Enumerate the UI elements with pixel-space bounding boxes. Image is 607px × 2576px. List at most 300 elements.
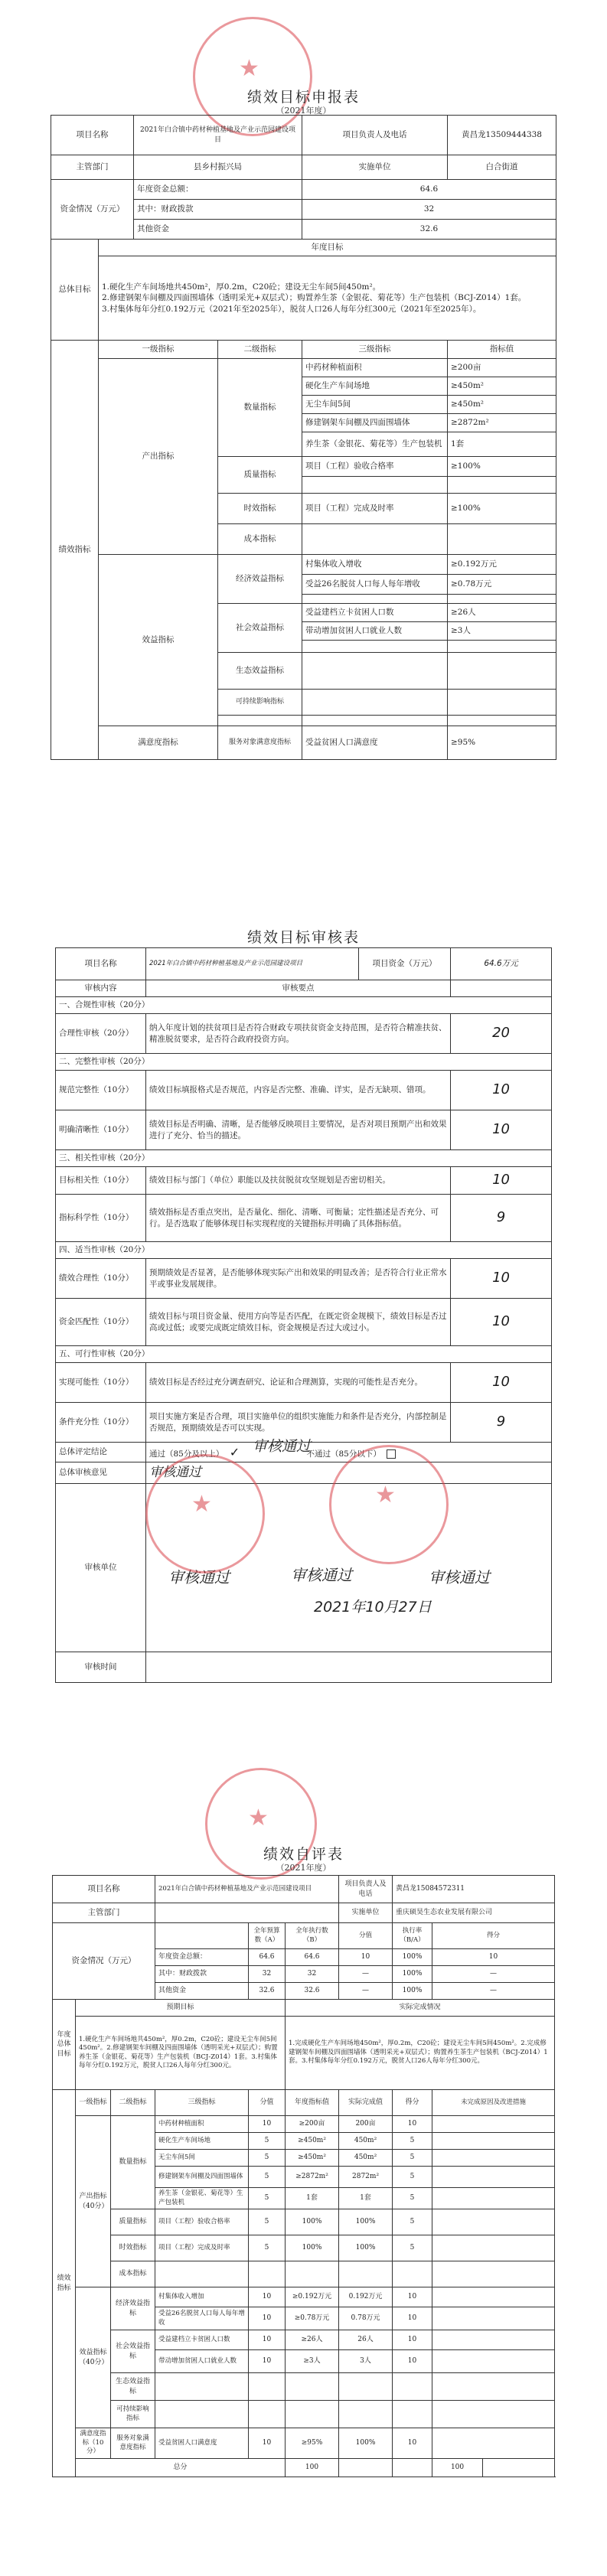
review-point: 绩效目标填报格式是否规范，内容是否完整、准确、详实，是否无缺项、错项。	[146, 1071, 451, 1110]
l2-service: 服务对象满意度指标	[111, 2428, 155, 2459]
total-got: 100	[432, 2459, 483, 2477]
col-score	[451, 980, 552, 997]
total-reason	[483, 2459, 555, 2477]
col-l3: 三级指标	[302, 341, 448, 359]
total-actual	[393, 2459, 432, 2477]
row-score: 5	[249, 2209, 286, 2235]
row-actual: 100%	[339, 2235, 393, 2261]
row-got: 10	[393, 2330, 432, 2350]
label-dept: 主管部门	[53, 1903, 155, 1923]
l3-value	[448, 641, 556, 653]
fund-rate: 100%	[393, 1983, 432, 2000]
section-header: 五、可行性审核（20分）	[56, 1346, 552, 1363]
label-goal-expected: 预期目标	[76, 2000, 286, 2017]
row-target: 1套	[286, 2188, 339, 2209]
row-reason	[432, 2209, 555, 2235]
fund-value: 32.6	[302, 220, 556, 240]
l3-value	[448, 595, 556, 604]
l3-item: 项目（工程）完成及时率	[155, 2235, 249, 2261]
row-actual: 100%	[339, 2209, 393, 2235]
l3-value: ≥0.192万元	[448, 555, 556, 575]
row-score: 5	[249, 2188, 286, 2209]
l2-timeliness: 时效指标	[218, 494, 302, 524]
l3-value: ≥2872m²	[448, 414, 556, 432]
fund-value: 64.6万元	[451, 948, 552, 980]
review-score: 20	[451, 1014, 552, 1054]
row-target: ≥0.192万元	[286, 2287, 339, 2307]
row-actual: 3人	[339, 2350, 393, 2373]
col-actual: 实际完成值	[339, 2090, 393, 2116]
l3-value	[448, 716, 556, 726]
l3-item: 带动增加贫困人口就业人数	[302, 622, 448, 641]
l2-social: 社会效益指标	[218, 604, 302, 653]
l2-ecological: 生态效益指标	[218, 653, 302, 690]
fund-rate: 100%	[393, 1966, 432, 1983]
goal-line: 2.修建钢架车间棚及四面围墙体（透明采光+双层式）；购置养生茶（金银花、菊花等）生产包装机（BCJ-Z014）1套。	[102, 293, 527, 303]
page-title: 绩效目标审核表	[246, 929, 360, 946]
row-got	[393, 2401, 432, 2428]
label-goal-actual: 实际完成情况	[286, 2000, 555, 2017]
row-actual: 0.78万元	[339, 2307, 393, 2330]
review-score: 10	[451, 1110, 552, 1150]
l2-service: 服务对象满意度指标	[218, 726, 302, 760]
col-got: 得分	[432, 1923, 555, 1949]
review-point: 绩效目标是否明确、清晰，是否能够反映项目主要情况，是否对项目预期产出和效果进行了充分、恰当的描述。	[146, 1110, 451, 1150]
l3-item	[302, 653, 448, 690]
l3-value	[448, 653, 556, 690]
l3-value	[448, 690, 556, 716]
label-unit: 实施单位	[302, 155, 448, 180]
l2-ecological: 生态效益指标	[111, 2373, 155, 2401]
label-output: 产出指标（40分）	[76, 2116, 111, 2287]
fund-a: 32.6	[249, 1983, 286, 2000]
l3-item: 养生茶（金银花、菊花等）生产包装机	[155, 2188, 249, 2209]
fund-label: 年度资金总额：	[155, 1949, 249, 1966]
row-reason	[432, 2235, 555, 2261]
row-got: 5	[393, 2150, 432, 2167]
l3-item: 带动增加贫困人口就业人数	[155, 2350, 249, 2373]
col-l2: 二级指标	[218, 341, 302, 359]
section-header: 二、完整性审核（20分）	[56, 1054, 552, 1071]
l3-item	[155, 2401, 249, 2428]
l3-value: ≥95%	[448, 726, 556, 760]
project-name: 2021年白合镇中药材种植基地及产业示范园建设项目	[155, 1876, 339, 1903]
section-header: 一、合规性审核（20分）	[56, 997, 552, 1014]
total-score: 100	[286, 2459, 339, 2477]
l2-timeliness: 时效指标	[111, 2235, 155, 2261]
col-l3: 三级指标	[155, 2090, 249, 2116]
row-score: 10	[249, 2330, 286, 2350]
row-got: 5	[393, 2188, 432, 2209]
l3-item	[302, 716, 448, 726]
review-point: 绩效指标是否重点突出，是否量化、细化、清晰、可衡量；定性描述是否充分、可行。是否选取了能够体现目标实现程度的关键指标并明确了具体指标值。	[146, 1195, 451, 1242]
review-time	[146, 1652, 552, 1683]
row-score: 5	[249, 2167, 286, 2188]
col-executed: 全年执行数（B）	[286, 1923, 339, 1949]
l3-value: ≥200亩	[448, 359, 556, 377]
row-target: ≥200亩	[286, 2116, 339, 2133]
opinion: 审核通过	[146, 1462, 552, 1484]
row-target: ≥95%	[286, 2428, 339, 2459]
label-project-name: 项目名称	[51, 116, 134, 155]
row-reason	[432, 2116, 555, 2133]
col-budget: 全年预算数（A）	[249, 1923, 286, 1949]
l2-social: 社会效益指标	[111, 2330, 155, 2373]
label-output: 产出指标	[99, 359, 218, 555]
row-actual	[339, 2401, 393, 2428]
label-fund: 项目资金（万元）	[359, 948, 451, 980]
signature-left: 审核通过	[168, 1568, 230, 1586]
review-score: 9	[451, 1195, 552, 1242]
review-item: 规范完整性（10分）	[56, 1071, 146, 1110]
page-title: 绩效自评表	[263, 1846, 344, 1863]
l2-empty	[218, 716, 302, 726]
fund-value: 32	[302, 200, 556, 220]
review-item: 合理性审核（20分）	[56, 1014, 146, 1054]
l3-item: 项目（工程）完成及时率	[302, 494, 448, 524]
checkbox-icon	[387, 1449, 396, 1459]
l3-value: ≥26人	[448, 604, 556, 622]
row-got	[393, 2373, 432, 2401]
review-point: 预期绩效是否显著，是否能够体现实际产出和效果的明显改善；是否符合行业正常水平或事业发展规律。	[146, 1259, 451, 1299]
total-target	[339, 2459, 393, 2477]
row-got: 10	[393, 2350, 432, 2373]
declaration-table	[51, 115, 556, 760]
row-got: 10	[393, 2287, 432, 2307]
fund-score: —	[339, 1983, 393, 2000]
label-satisfaction: 满意度指标（10分）	[76, 2428, 111, 2459]
project-name: 2021年白合镇中药材种植基地及产业示范园建设项目	[134, 116, 302, 155]
col-content: 审核内容	[56, 980, 146, 997]
review-point: 纳入年度计划的扶贫项目是否符合财政专项扶贫资金支持范围，是否符合精准扶贫、精准脱贫要求，是否符合政府投资方向。	[146, 1014, 451, 1054]
l3-item: 受益贫困人口满意度	[155, 2428, 249, 2459]
review-item: 绩效合理性（10分）	[56, 1259, 146, 1299]
row-actual: 1套	[339, 2188, 393, 2209]
fund-rate: 100%	[393, 1949, 432, 1966]
review-item: 目标相关性（10分）	[56, 1167, 146, 1195]
fund-label: 其他资金	[155, 1983, 249, 2000]
label-funds: 资金情况（万元）	[51, 180, 134, 240]
col-reason: 未完成原因及改进措施	[432, 2090, 555, 2116]
pass-option: 通过（85分及以上）	[149, 1449, 224, 1459]
fund-label: 其中：财政拨款	[134, 200, 302, 220]
row-reason	[432, 2167, 555, 2188]
l3-item: 项目（工程）验收合格率	[302, 457, 448, 477]
row-score: 10	[249, 2428, 286, 2459]
review-item: 实现可能性（10分）	[56, 1363, 146, 1403]
row-reason	[432, 2307, 555, 2330]
label-overall: 总体目标	[51, 240, 99, 341]
page-review	[0, 903, 607, 1684]
label-opinion: 总体审核意见	[56, 1462, 146, 1484]
fund-label: 年度资金总额：	[134, 180, 302, 200]
label-effect: 效益指标	[99, 555, 218, 726]
unit: 重庆硕昊生态农业发展有限公司	[393, 1903, 555, 1923]
l2-economic: 经济效益指标	[111, 2287, 155, 2330]
check-mark-icon: ✓	[229, 1444, 240, 1459]
row-actual: 200亩	[339, 2116, 393, 2133]
row-score	[249, 2261, 286, 2287]
project-name: 2021年白合镇中药材种植基地及产业示范园建设项目	[146, 948, 359, 980]
row-actual	[339, 2261, 393, 2287]
row-got: 5	[393, 2235, 432, 2261]
fund-score: 10	[339, 1949, 393, 1966]
leader-phone: 黄昌龙13509444338	[448, 116, 556, 155]
row-got	[393, 2261, 432, 2287]
row-target: 100%	[286, 2235, 339, 2261]
page-title: 绩效目标申报表	[246, 89, 360, 106]
seal-star-icon: ★	[191, 1491, 212, 1518]
l3-item: 受益建档立卡贫困人口数	[155, 2330, 249, 2350]
fund-label: 其他资金	[134, 220, 302, 240]
col-score: 分值	[249, 2090, 286, 2116]
fund-a: 64.6	[249, 1949, 286, 1966]
review-score: 10	[451, 1167, 552, 1195]
row-target: ≥450m²	[286, 2133, 339, 2150]
opinion-signature: 审核通过	[253, 1438, 312, 1455]
year-label: （2021年度）	[276, 106, 331, 116]
label-overall: 总体评定结论	[56, 1443, 146, 1462]
row-target: ≥450m²	[286, 2150, 339, 2167]
row-score: 10	[249, 2307, 286, 2330]
section-header: 三、相关性审核（20分）	[56, 1150, 552, 1167]
row-target: ≥0.78万元	[286, 2307, 339, 2330]
row-score: 5	[249, 2235, 286, 2261]
dept	[155, 1903, 339, 1923]
col-value: 指标值	[448, 341, 556, 359]
label-satisfaction: 满意度指标	[99, 726, 218, 760]
review-item: 条件充分性（10分）	[56, 1403, 146, 1443]
label-project-name: 项目名称	[56, 948, 146, 980]
review-score: 9	[451, 1403, 552, 1443]
review-point: 绩效目标与部门（单位）职能以及扶贫脱贫攻坚规划是否密切相关。	[146, 1167, 451, 1195]
label-funds: 资金情况（万元）	[53, 1923, 155, 2000]
row-reason	[432, 2188, 555, 2209]
goal-line: 3.村集体每年分红0.192万元（2021年至2025年），脱贫人口26人每年分红300元（2021年至2025年）。	[102, 304, 481, 314]
seal-star-icon: ★	[239, 55, 259, 82]
label-review-unit: 审核单位	[56, 1484, 146, 1652]
goal-expected: 1.硬化生产车间场地共450m²，厚0.2m，C20砼；建设无尘车间5间450m²。2.修建钢架车间棚及四面围墙体（透明采光+双层式）；购置养生茶（金银花、菊花等）生产包装机（BCJ-Z014）1套。3.村集体每年分红0.192万元，脱贫人口26人每年分红300元。	[76, 2017, 286, 2090]
l3-item	[155, 2261, 249, 2287]
row-reason	[432, 2401, 555, 2428]
l3-item: 项目（工程）验收合格率	[155, 2209, 249, 2235]
row-reason	[432, 2150, 555, 2167]
l3-item: 中药材种植面积	[302, 359, 448, 377]
row-score: 10	[249, 2287, 286, 2307]
self-eval-table	[52, 1875, 555, 2477]
l2-quantity: 数量指标	[111, 2116, 155, 2209]
label-annual-goal: 年度目标	[99, 240, 556, 256]
row-reason	[432, 2330, 555, 2350]
l3-item	[302, 524, 448, 555]
seal-star-icon: ★	[375, 1482, 396, 1508]
l3-value: 1套	[448, 432, 556, 457]
l2-quality: 质量指标	[218, 457, 302, 494]
row-target	[286, 2373, 339, 2401]
overall-result	[146, 1443, 552, 1462]
l2-cost: 成本指标	[218, 524, 302, 555]
review-item: 指标科学性（10分）	[56, 1195, 146, 1242]
signature-right: 审核通过	[429, 1568, 490, 1586]
dept: 县乡村振兴局	[134, 155, 302, 180]
signature-mid: 审核通过	[291, 1566, 352, 1584]
row-target: ≥2872m²	[286, 2167, 339, 2188]
fund-score: —	[339, 1966, 393, 1983]
l3-value: ≥450m²	[448, 396, 556, 414]
row-actual: 2872m²	[339, 2167, 393, 2188]
l3-item	[302, 477, 448, 494]
col-target: 年度指标值	[286, 2090, 339, 2116]
review-point: 项目实施方案是否合理，项目实施单位的组织实施能力和条件是否充分，内部控制是否规范，预期绩效是否可以实现。	[146, 1403, 451, 1443]
l3-item: 中药材种植面积	[155, 2116, 249, 2133]
row-actual: 26人	[339, 2330, 393, 2350]
fund-got: —	[432, 1983, 555, 2000]
row-target	[286, 2261, 339, 2287]
fund-b: 32.6	[286, 1983, 339, 2000]
row-reason	[432, 2428, 555, 2459]
fund-got: —	[432, 1966, 555, 1983]
review-item: 资金匹配性（10分）	[56, 1299, 146, 1346]
fail-option: 不通过（85分以下）	[306, 1449, 381, 1459]
row-score: 10	[249, 2116, 286, 2133]
l3-item: 受益贫困人口满意度	[302, 726, 448, 760]
label-goal: 年度总体目标	[53, 2000, 76, 2090]
label-effect: 效益指标（40分）	[76, 2287, 111, 2428]
year-label: （2021年度）	[276, 1863, 331, 1873]
review-score: 10	[451, 1259, 552, 1299]
review-date: 2021年10月27日	[314, 1599, 432, 1616]
section-header: 四、适当性审核（20分）	[56, 1242, 552, 1259]
l3-item: 无尘车间5间	[302, 396, 448, 414]
row-actual: 450m²	[339, 2150, 393, 2167]
l3-value	[448, 477, 556, 494]
goal-line: 1.硬化生产车间场地共450m²，厚0.2m，C20砼；建设无尘车间5间450m²。	[102, 282, 381, 292]
l2-economic: 经济效益指标	[218, 555, 302, 604]
review-point: 绩效目标是否经过充分调查研究、论证和合理测算，实现的可能性是否充分。	[146, 1363, 451, 1403]
row-got: 10	[393, 2428, 432, 2459]
l3-item: 无尘车间5间	[155, 2150, 249, 2167]
l3-item	[302, 641, 448, 653]
l3-item: 养生茶（金银花、菊花等）生产包装机	[302, 432, 448, 457]
l3-item: 修建钢架车间棚及四面围墙体	[302, 414, 448, 432]
l3-item: 受益26名脱贫人口每人每年增收	[302, 575, 448, 595]
annual-goal	[99, 256, 556, 341]
l3-item	[302, 595, 448, 604]
fund-b: 32	[286, 1966, 339, 1983]
row-actual: 0.192万元	[339, 2287, 393, 2307]
fund-label: 其中：财政拨款	[155, 1966, 249, 1983]
row-score	[249, 2373, 286, 2401]
col-got: 得分	[393, 2090, 432, 2116]
l3-value: ≥0.78万元	[448, 575, 556, 595]
unit: 白合街道	[448, 155, 556, 180]
l3-item: 受益建档立卡贫困人口数	[302, 604, 448, 622]
row-reason	[432, 2287, 555, 2307]
page-declaration	[0, 0, 607, 811]
page-self-eval	[0, 1745, 607, 2576]
label-perf: 绩效指标	[51, 341, 99, 760]
l3-value: ≥450m²	[448, 377, 556, 396]
l3-item: 硬化生产车间场地	[155, 2133, 249, 2150]
l2-sustain: 可持续影响指标	[218, 690, 302, 716]
row-actual	[339, 2373, 393, 2401]
row-target: 100%	[286, 2209, 339, 2235]
l3-value	[448, 524, 556, 555]
row-got: 5	[393, 2133, 432, 2150]
goal-actual: 1.完成硬化生产车间场地450m²，厚0.2m，C20砼；建设无尘车间5间450m²。2.完成修建钢架车间棚及四面围墙体（透明采光+双层式）；购置养生茶生产包装机（BCJ-Z014）1套。3.村集体每年分红0.192万元，脱贫人口26人每年分红300元。	[286, 2017, 555, 2090]
row-got: 10	[393, 2116, 432, 2133]
l3-item	[302, 690, 448, 716]
col-l1: 一级指标	[76, 2090, 111, 2116]
col-score: 分值	[339, 1923, 393, 1949]
row-score: 5	[249, 2133, 286, 2150]
fund-got: 10	[432, 1949, 555, 1966]
label-total: 总分	[76, 2459, 286, 2477]
row-actual: 100%	[339, 2428, 393, 2459]
l3-value: ≥100%	[448, 457, 556, 477]
col-l1: 一级指标	[99, 341, 218, 359]
label-project-name: 项目名称	[53, 1876, 155, 1903]
l3-value: ≥100%	[448, 494, 556, 524]
row-got: 5	[393, 2167, 432, 2188]
l3-item: 受益26名脱贫人口每人每年增收	[155, 2307, 249, 2330]
row-score: 5	[249, 2150, 286, 2167]
row-reason	[432, 2133, 555, 2150]
l3-item: 修建钢架车间棚及四面围墙体	[155, 2167, 249, 2188]
row-target	[286, 2401, 339, 2428]
fund-b: 64.6	[286, 1949, 339, 1966]
fund-a: 32	[249, 1966, 286, 1983]
review-item: 明确清晰性（10分）	[56, 1110, 146, 1150]
l2-cost: 成本指标	[111, 2261, 155, 2287]
row-actual: 450m²	[339, 2133, 393, 2150]
seal-star-icon: ★	[248, 1805, 269, 1831]
label-leader: 项目负责人及电话	[339, 1876, 393, 1903]
row-target: ≥26人	[286, 2330, 339, 2350]
l2-sustain: 可持续影响指标	[111, 2401, 155, 2428]
l3-item: 村集体收入增加	[155, 2287, 249, 2307]
row-got: 5	[393, 2209, 432, 2235]
leader-phone: 黄昌龙15084572311	[393, 1876, 555, 1903]
row-reason	[432, 2261, 555, 2287]
review-score: 10	[451, 1071, 552, 1110]
l2-quality: 质量指标	[111, 2209, 155, 2235]
l2-quantity: 数量指标	[218, 359, 302, 457]
review-score: 10	[451, 1363, 552, 1403]
col-rate: 执行率（B/A）	[393, 1923, 432, 1949]
row-score	[249, 2401, 286, 2428]
fund-value: 64.6	[302, 180, 556, 200]
l3-item	[155, 2373, 249, 2401]
row-target: ≥3人	[286, 2350, 339, 2373]
review-score: 10	[451, 1299, 552, 1346]
col-point: 审核要点	[146, 980, 451, 997]
review-point: 绩效目标与项目资金量、使用方向等是否匹配，在既定资金规模下，绩效目标是否过高或过低；或要完成既定绩效目标，资金规模是否过大或过小。	[146, 1299, 451, 1346]
row-got: 10	[393, 2307, 432, 2330]
l3-value: ≥3人	[448, 622, 556, 641]
label-review-time: 审核时间	[56, 1652, 146, 1683]
fund-corner	[155, 1923, 249, 1949]
col-l2: 二级指标	[111, 2090, 155, 2116]
l3-item: 硬化生产车间场地	[302, 377, 448, 396]
row-score: 10	[249, 2350, 286, 2373]
row-reason	[432, 2350, 555, 2373]
label-unit: 实施单位	[339, 1903, 393, 1923]
l3-item: 村集体收入增收	[302, 555, 448, 575]
row-reason	[432, 2373, 555, 2401]
label-perf: 绩效指标	[53, 2090, 76, 2477]
label-dept: 主管部门	[51, 155, 134, 180]
